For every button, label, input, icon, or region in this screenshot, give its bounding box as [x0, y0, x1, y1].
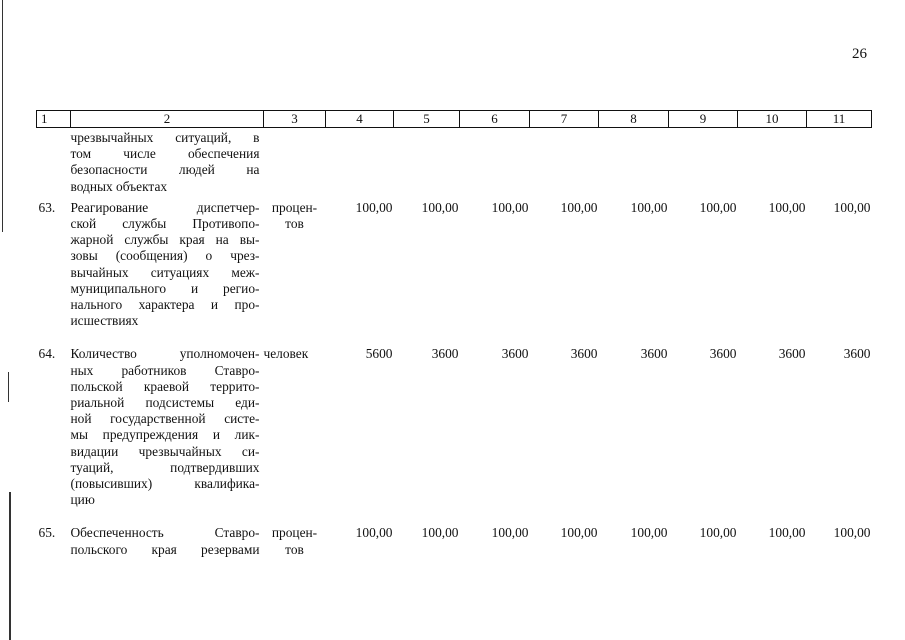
value-col-8: 3600 [640, 346, 668, 362]
value-col-6: 3600 [501, 346, 529, 362]
value-col-10: 100,00 [768, 525, 806, 541]
row-description: Количество уполномочен- ных работников Ставро- польской краевой террито- риальной подсистемы еди- ной государственной систе- мы предупреждения и лик- видации чрезвычайных си- туаций, подтвердивших (повысивших) квалифика- цию [70, 346, 260, 508]
row-unit: человек [263, 346, 309, 362]
value-col-5: 100,00 [421, 525, 459, 541]
value-col-7: 100,00 [560, 525, 598, 541]
header-col-8: 8 [599, 111, 669, 128]
scan-margin-line-mid [8, 372, 9, 402]
scan-margin-line-bottom [9, 492, 11, 640]
value-col-9: 3600 [709, 346, 737, 362]
row-unit: процен- тов [271, 199, 318, 232]
value-col-9: 100,00 [699, 525, 737, 541]
header-col-5: 5 [394, 111, 460, 128]
row-description: Реагирование диспетчер- ской службы Противопо- жарной службы края на вы- зовы (сообщения) о чрез- вычайных ситуациях меж- муниципального и регио- нального характера и про- исшествиях [70, 199, 260, 329]
value-col-4: 5600 [365, 346, 393, 362]
value-col-5: 3600 [431, 346, 459, 362]
value-col-10: 3600 [778, 346, 806, 362]
table-row-continuation [37, 128, 872, 195]
header-col-1: 1 [37, 111, 71, 128]
value-col-7: 100,00 [560, 199, 598, 215]
value-col-8: 100,00 [630, 525, 668, 541]
value-col-11: 3600 [843, 346, 871, 362]
value-col-11: 100,00 [833, 199, 871, 215]
value-col-11: 100,00 [833, 525, 871, 541]
continuation-description: чрезвычайных ситуаций, в том числе обеспечения безопасности людей на водных объектах [70, 130, 260, 194]
table-row-65 [37, 520, 872, 569]
header-col-4: 4 [326, 111, 394, 128]
row-number: 65. [38, 525, 56, 541]
value-col-8: 100,00 [630, 199, 668, 215]
indicators-table [36, 110, 872, 570]
row-number: 64. [38, 346, 56, 362]
page-number: 26 [852, 46, 867, 62]
value-col-6: 100,00 [491, 525, 529, 541]
row-unit: процен- тов [271, 525, 318, 557]
header-col-6: 6 [460, 111, 530, 128]
value-col-6: 100,00 [491, 199, 529, 215]
header-col-7: 7 [530, 111, 599, 128]
row-description: Обеспеченность Ставро- польского края резервами [70, 525, 260, 557]
value-col-9: 100,00 [699, 199, 737, 215]
row-number: 63. [38, 199, 56, 215]
value-col-4: 100,00 [355, 525, 393, 541]
header-col-10: 10 [738, 111, 807, 128]
value-col-4: 100,00 [355, 199, 393, 215]
header-col-11: 11 [807, 111, 872, 128]
value-col-7: 3600 [570, 346, 598, 362]
value-col-5: 100,00 [421, 199, 459, 215]
header-col-3: 3 [264, 111, 326, 128]
value-col-10: 100,00 [768, 199, 806, 215]
table-row-63 [37, 195, 872, 342]
scan-margin-line-top [2, 0, 3, 232]
table-row-64 [37, 341, 872, 520]
header-col-9: 9 [669, 111, 738, 128]
column-number-header [37, 111, 872, 128]
header-col-2: 2 [71, 111, 264, 128]
